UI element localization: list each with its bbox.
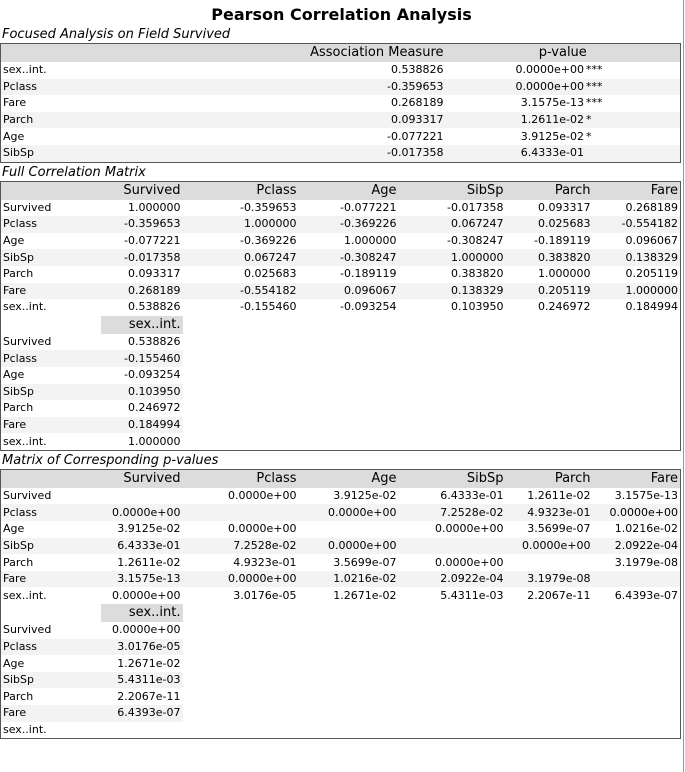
matrix-cell: 5.4311e-03 (101, 672, 183, 689)
table-row (1, 688, 681, 705)
matrix-cell: 0.138329 (399, 283, 506, 300)
matrix-cell: 4.9323e-01 (233, 555, 297, 569)
matrix-cell: 0.184994 (625, 300, 678, 314)
matrix-cell: 0.246972 (538, 300, 591, 314)
table-row (1, 433, 681, 450)
row-label: Parch (3, 689, 34, 703)
matrix-cell: 0.268189 (101, 283, 183, 300)
association-measure: 0.093317 (201, 112, 446, 129)
matrix-cell: -0.359653 (101, 216, 183, 233)
matrix-cell: 0.067247 (399, 216, 506, 233)
matrix-cell: 0.0000e+00 (435, 522, 504, 536)
matrix-cell: 1.2611e-02 (117, 555, 181, 569)
corner-header (1, 181, 101, 200)
association-measure: -0.077221 (387, 129, 444, 143)
matrix-cell: 1.0216e-02 (299, 571, 399, 588)
significance-stars: *** (586, 96, 603, 110)
matrix-cell: 1.000000 (538, 267, 591, 281)
matrix-cell: 0.0000e+00 (228, 489, 297, 503)
association-measure: -0.017358 (201, 145, 446, 162)
matrix-cell: 7.2528e-02 (183, 538, 299, 555)
matrix-cell: -0.308247 (299, 249, 399, 266)
matrix-cell: -0.308247 (447, 234, 504, 248)
matrix-cell: 1.000000 (128, 434, 181, 448)
association-measure: 0.268189 (391, 96, 444, 110)
significance-stars: * (586, 113, 592, 127)
association-measure: -0.359653 (201, 79, 446, 96)
table-row (1, 705, 681, 722)
pvalues-table (0, 469, 681, 739)
table-row (1, 62, 681, 79)
matrix-cell: 3.0176e-05 (233, 588, 297, 602)
corner-header (1, 604, 101, 622)
row-label: SibSp (1, 249, 101, 266)
table-row (1, 95, 681, 112)
matrix-cell: 1.000000 (399, 249, 506, 266)
matrix-cell: 0.205119 (506, 283, 593, 300)
p-value: 1.2611e-02 (520, 113, 584, 127)
row-label: Fare (1, 417, 101, 434)
col-header: Parch (506, 469, 593, 488)
col-header (1, 44, 201, 63)
matrix-cell: -0.189119 (534, 234, 591, 248)
p-value: 6.4333e-01 (520, 146, 584, 160)
matrix-cell: 3.9125e-02 (333, 489, 397, 503)
matrix-cell (299, 521, 399, 538)
col-header: SibSp (399, 469, 506, 488)
table-row (1, 249, 681, 266)
row-label: Survived (3, 200, 52, 214)
matrix-cell: 3.9125e-02 (117, 522, 181, 536)
matrix-cell: 6.4393e-07 (614, 588, 678, 602)
row-label: Pclass (1, 504, 101, 521)
matrix-cell: 0.067247 (183, 249, 299, 266)
col-header: Age (299, 181, 399, 200)
table-row (1, 79, 681, 96)
table-row (1, 521, 681, 538)
matrix-cell: 3.0176e-05 (101, 639, 183, 656)
matrix-cell: 2.2067e-11 (117, 689, 181, 703)
matrix-cell: 0.096067 (299, 283, 399, 300)
matrix-cell: -0.369226 (240, 234, 297, 248)
table-row (1, 299, 681, 316)
row-label: Age (3, 656, 25, 670)
matrix-cell: 7.2528e-02 (399, 504, 506, 521)
matrix-cell: 0.383820 (506, 249, 593, 266)
row-label: Fare (1, 705, 101, 722)
col-header: sex..int. (101, 604, 183, 622)
row-label: Fare (1, 571, 101, 588)
table-row (1, 622, 681, 639)
matrix-cell: 0.103950 (101, 384, 183, 401)
corner-header (1, 316, 101, 334)
matrix-cell: 0.0000e+00 (112, 623, 181, 637)
row-label: SibSp (1, 145, 201, 162)
corner-header (1, 469, 101, 488)
significance-stars: *** (586, 63, 603, 77)
table-row (1, 672, 681, 689)
matrix-cell: 0.0000e+00 (228, 522, 297, 536)
matrix-cell: 0.538826 (128, 300, 181, 314)
matrix-cell: 0.0000e+00 (506, 538, 593, 555)
col-header: Survived (101, 181, 183, 200)
matrix-cell (183, 504, 299, 521)
row-label: Age (3, 522, 25, 536)
col-header: Pclass (183, 181, 299, 200)
col-header: Fare (593, 181, 681, 200)
row-label: Age (3, 129, 25, 143)
matrix-cell: 0.0000e+00 (101, 504, 183, 521)
matrix-cell: -0.189119 (340, 267, 397, 281)
matrix-cell (399, 538, 506, 555)
row-label: Age (3, 234, 25, 248)
matrix-cell: 0.538826 (128, 335, 181, 349)
matrix-cell: 3.1575e-13 (101, 571, 183, 588)
matrix-cell: -0.155460 (240, 300, 297, 314)
matrix-cell: 3.1979e-08 (614, 555, 678, 569)
col-header: Association Measure (201, 44, 446, 63)
focused-heading: Focused Analysis on Field Survived (2, 27, 231, 42)
matrix-cell: 1.000000 (344, 234, 397, 248)
col-header: sex..int. (101, 316, 183, 334)
matrix-cell: 0.025683 (506, 216, 593, 233)
significance-stars: * (586, 129, 592, 143)
col-header: SibSp (399, 181, 506, 200)
table-row (1, 571, 681, 588)
col-header: Survived (101, 469, 183, 488)
matrix-cell: -0.554182 (593, 216, 681, 233)
row-label: Pclass (1, 216, 101, 233)
matrix-cell: -0.093254 (340, 300, 397, 314)
matrix-cell: 1.000000 (128, 200, 181, 214)
correlation-table (0, 181, 681, 451)
focused-table (0, 43, 681, 163)
table-row (1, 538, 681, 555)
matrix-cell: -0.369226 (299, 216, 399, 233)
matrix-cell: 4.9323e-01 (506, 504, 593, 521)
row-label: sex..int. (3, 434, 47, 448)
matrix-cell: 0.025683 (244, 267, 297, 281)
row-label: Survived (3, 489, 52, 503)
matrix-cell: 2.0922e-04 (399, 571, 506, 588)
association-measure: 0.538826 (391, 63, 444, 77)
row-label: Parch (3, 401, 34, 415)
matrix-cell: 0.138329 (593, 249, 681, 266)
matrix-cell: -0.359653 (240, 200, 297, 214)
matrix-cell: 2.0922e-04 (593, 538, 681, 555)
row-label: Parch (1, 112, 201, 129)
matrix-cell: 0.103950 (451, 300, 504, 314)
row-label: sex..int. (3, 63, 47, 77)
matrix-cell: -0.093254 (124, 368, 181, 382)
matrix-cell: 0.0000e+00 (299, 538, 399, 555)
matrix-cell: 6.4333e-01 (440, 489, 504, 503)
table-row (1, 587, 681, 604)
matrix-cell: 0.093317 (538, 200, 591, 214)
matrix-cell: 0.383820 (451, 267, 504, 281)
matrix-cell (101, 722, 183, 739)
table-row (1, 400, 681, 417)
matrix-cell: 5.4311e-03 (440, 588, 504, 602)
table-row (1, 200, 681, 217)
matrix-cell: 6.4393e-07 (101, 705, 183, 722)
table-row (1, 488, 681, 505)
matrix-cell: -0.077221 (124, 234, 181, 248)
table-row (1, 367, 681, 384)
table-row (1, 283, 681, 300)
matrix-cell: 0.0000e+00 (299, 504, 399, 521)
row-label: sex..int. (3, 588, 47, 602)
row-label: Parch (3, 267, 34, 281)
row-label: SibSp (1, 672, 101, 689)
row-label: Parch (3, 555, 34, 569)
col-header: Fare (593, 469, 681, 488)
row-label: Survived (3, 335, 52, 349)
table-row (1, 639, 681, 656)
correlation-heading: Full Correlation Matrix (2, 164, 146, 180)
table-row (1, 266, 681, 283)
row-label: Survived (3, 623, 52, 637)
significance-stars: *** (586, 79, 603, 93)
matrix-cell: 1.0216e-02 (614, 522, 678, 536)
matrix-cell: -0.155460 (101, 350, 183, 367)
matrix-cell: 0.246972 (128, 401, 181, 415)
p-value: 0.0000e+00 (515, 79, 584, 93)
table-row (1, 216, 681, 233)
matrix-cell: 0.268189 (625, 200, 678, 214)
table-row (1, 233, 681, 250)
matrix-cell (593, 571, 681, 588)
matrix-cell: 3.1979e-08 (506, 571, 593, 588)
matrix-cell: 0.0000e+00 (593, 504, 681, 521)
matrix-cell: -0.017358 (447, 200, 504, 214)
matrix-cell: 1.2671e-02 (117, 656, 181, 670)
matrix-cell (101, 488, 183, 505)
table-row (1, 112, 681, 129)
matrix-cell: 0.0000e+00 (435, 555, 504, 569)
table-row (1, 350, 681, 367)
table-row (1, 334, 681, 351)
p-value: 3.9125e-02 (520, 129, 584, 143)
matrix-cell: 0.096067 (625, 234, 678, 248)
row-label: sex..int. (3, 300, 47, 314)
matrix-cell: 3.1575e-13 (614, 489, 678, 503)
matrix-cell: -0.554182 (183, 283, 299, 300)
matrix-cell: 3.5699e-07 (527, 522, 591, 536)
table-row (1, 655, 681, 672)
matrix-cell: 1.2611e-02 (527, 489, 591, 503)
table-row (1, 417, 681, 434)
table-row (1, 145, 681, 162)
matrix-cell: 1.000000 (593, 283, 681, 300)
table-row (1, 128, 681, 145)
row-label: Fare (1, 283, 101, 300)
table-row (1, 384, 681, 401)
matrix-cell: 6.4333e-01 (101, 538, 183, 555)
matrix-cell: 1.2671e-02 (333, 588, 397, 602)
matrix-cell (506, 554, 593, 571)
pvalues-heading: Matrix of Corresponding p-values (2, 452, 219, 468)
row-label: Fare (3, 96, 27, 110)
matrix-cell: 0.0000e+00 (183, 571, 299, 588)
col-header: Parch (506, 181, 593, 200)
matrix-cell: 2.2067e-11 (527, 588, 591, 602)
row-label: SibSp (1, 384, 101, 401)
row-label: SibSp (1, 538, 101, 555)
row-label: Pclass (1, 79, 201, 96)
col-header: Age (299, 469, 399, 488)
matrix-cell: 0.093317 (128, 267, 181, 281)
table-row (1, 504, 681, 521)
row-label: Age (3, 368, 25, 382)
matrix-cell: 0.205119 (625, 267, 678, 281)
matrix-cell: 0.0000e+00 (112, 588, 181, 602)
matrix-cell: -0.017358 (101, 249, 183, 266)
p-value: 0.0000e+00 (515, 63, 584, 77)
row-label: Pclass (1, 350, 101, 367)
col-header: p-value (446, 44, 681, 63)
matrix-cell: 3.5699e-07 (333, 555, 397, 569)
page-title: Pearson Correlation Analysis (211, 5, 472, 24)
row-label: sex..int. (3, 722, 47, 736)
p-value: 3.1575e-13 (520, 96, 584, 110)
row-label: Pclass (1, 639, 101, 656)
table-row (1, 554, 681, 571)
table-row (1, 722, 681, 739)
matrix-cell: 1.000000 (183, 216, 299, 233)
matrix-cell: -0.077221 (340, 200, 397, 214)
col-header: Pclass (183, 469, 299, 488)
matrix-cell: 0.184994 (101, 417, 183, 434)
